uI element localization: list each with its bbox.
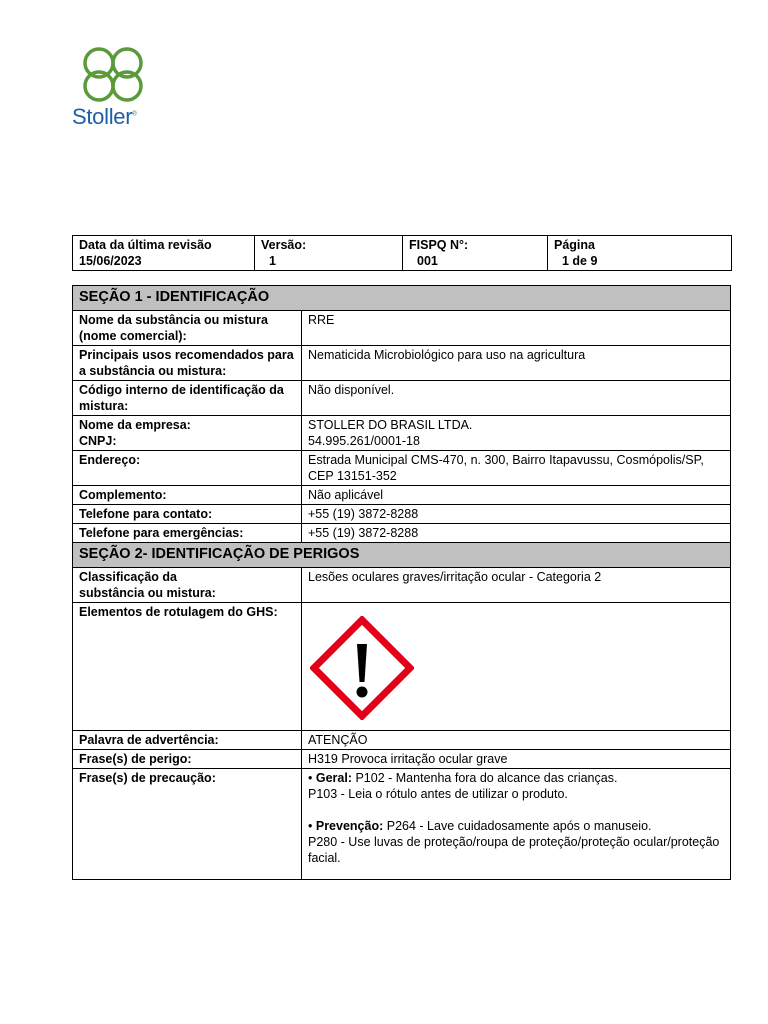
product-name-value: RRE [302, 311, 731, 346]
hazard-statement-value: H319 Provoca irritação ocular grave [302, 750, 731, 769]
revision-value: 15/06/2023 [79, 254, 142, 268]
page-cell [548, 236, 732, 271]
revision-cell [73, 236, 255, 271]
section2-title: SEÇÃO 2- IDENTIFICAÇÃO DE PERIGOS [73, 543, 731, 568]
document-header-table [72, 235, 732, 271]
fispq-cell [403, 236, 548, 271]
contact-phone-label: Telefone para contato: [73, 505, 302, 524]
ghs-pictogram-cell [302, 603, 731, 731]
page-label: Página [554, 238, 595, 252]
internal-code-label: Código interno de identificação da mistura: [73, 381, 302, 416]
prevention-text-1: P264 - Lave cuidadosamente após o manuseio. [383, 819, 652, 833]
company-value: STOLLER DO BRASIL LTDA. [308, 418, 473, 432]
emergency-phone-value: +55 (19) 3872-8288 [302, 524, 731, 543]
general-heading: Geral: [315, 771, 352, 785]
exclamation-mark-pictogram-icon [310, 616, 414, 720]
product-name-label: Nome da substância ou mistura (nome comercial): [73, 311, 302, 346]
logo-wordmark: Stoller® [72, 104, 137, 129]
precaution-prevention-line: • Prevenção: P264 - Lave cuidadosamente após o manuseio. [308, 819, 652, 833]
complement-label: Complemento: [73, 486, 302, 505]
precaution-label: Frase(s) de precaução: [73, 769, 302, 880]
version-label: Versão: [261, 238, 307, 252]
uses-value: Nematicida Microbiológico para uso na agricultura [302, 346, 731, 381]
uses-label: Principais usos recomendados para a substância ou mistura: [73, 346, 302, 381]
classification-value: Lesões oculares graves/irritação ocular - Categoria 2 [302, 568, 731, 603]
precaution-general-line: • Geral: P102 - Mantenha fora do alcance das crianças. [308, 771, 618, 785]
prevention-heading: Prevenção: [315, 819, 384, 833]
cnpj-value: 54.995.261/0001-18 [308, 434, 420, 448]
fispq-label: FISPQ N°: [409, 238, 469, 252]
stoller-logo-mark [72, 38, 154, 106]
signal-word-label: Palavra de advertência: [73, 731, 302, 750]
classification-label [73, 568, 302, 603]
section1-title: SEÇÃO 1 - IDENTIFICAÇÃO [73, 286, 731, 311]
prevention-text-2: P280 - Use luvas de proteção/roupa de proteção/proteção ocular/proteção facial. [308, 835, 720, 865]
version-value: 1 [269, 254, 276, 268]
complement-value: Não aplicável [302, 486, 731, 505]
company-label: Nome da empresa: [79, 418, 191, 432]
general-text-1: P102 - Mantenha fora do alcance das crianças. [352, 771, 618, 785]
address-label: Endereço: [73, 451, 302, 486]
address-value: Estrada Municipal CMS-470, n. 300, Bairro Itapavussu, Cosmópolis/SP, CEP 13151-352 [302, 451, 731, 486]
hazard-statement-label: Frase(s) de perigo: [73, 750, 302, 769]
internal-code-value: Não disponível. [302, 381, 731, 416]
revision-label: Data da última revisão [79, 238, 212, 252]
company-cnpj-label [73, 416, 302, 451]
cnpj-label: CNPJ: [79, 434, 117, 448]
emergency-phone-label: Telefone para emergências: [73, 524, 302, 543]
page-value: 1 de 9 [562, 254, 598, 268]
section2-table [72, 542, 731, 880]
signal-word-value: ATENÇÃO [302, 731, 731, 750]
contact-phone-value: +55 (19) 3872-8288 [302, 505, 731, 524]
precaution-value [302, 769, 731, 880]
general-text-2: P103 - Leia o rótulo antes de utilizar o produto. [308, 787, 568, 801]
fispq-value: 001 [417, 254, 438, 268]
classification-label-line1: Classificação da [79, 570, 177, 584]
section1-table [72, 285, 731, 543]
classification-label-line2: substância ou mistura: [79, 586, 216, 600]
ghs-label: Elementos de rotulagem do GHS: [73, 603, 302, 731]
stoller-logo [72, 38, 162, 130]
version-cell [255, 236, 403, 271]
company-cnpj-value [302, 416, 731, 451]
